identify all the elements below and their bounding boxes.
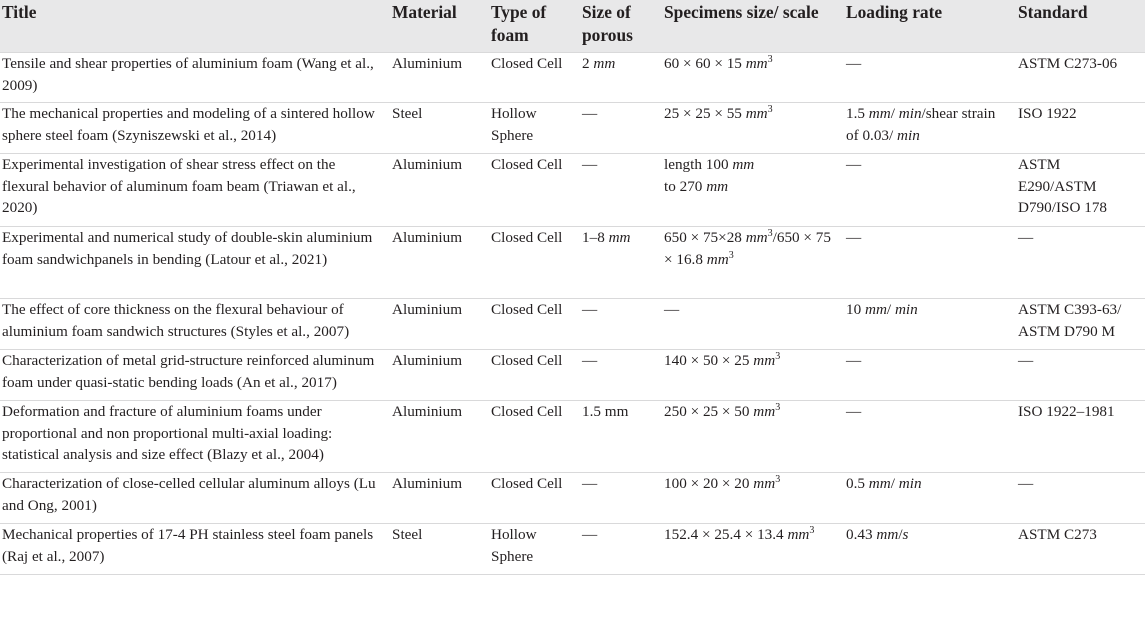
cell-material: Aluminium bbox=[388, 473, 487, 524]
rate-unit: min bbox=[898, 475, 922, 492]
cell-spec bbox=[660, 103, 842, 154]
cell-rate: — bbox=[842, 401, 1014, 473]
table-row bbox=[0, 154, 1145, 227]
spec-text: length 100 bbox=[664, 156, 733, 173]
cell-type: Closed Cell bbox=[487, 401, 578, 473]
cell-material: Steel bbox=[388, 103, 487, 154]
header-material: Material bbox=[392, 2, 457, 22]
cell-type: Closed Cell bbox=[487, 227, 578, 299]
cell-material: Aluminium bbox=[388, 299, 487, 350]
cell-title: Characterization of close-celled cellular aluminum alloys (Lu and Ong, 2001) bbox=[0, 473, 388, 524]
cell-rate: — bbox=[842, 227, 1014, 299]
cell-type: Closed Cell bbox=[487, 473, 578, 524]
header-type-of-foam: Type of foam bbox=[491, 2, 547, 45]
header-specimens-size: Specimens size/ scale bbox=[664, 2, 819, 22]
cell-pore: — bbox=[578, 103, 660, 154]
spec-unit: mm bbox=[753, 403, 776, 420]
cell-spec bbox=[660, 473, 842, 524]
spec-text: 100 × 20 × 20 bbox=[664, 475, 754, 492]
cell-title: Tensile and shear properties of aluminium foam (Wang et al., 2009) bbox=[0, 53, 388, 103]
cell-spec bbox=[660, 401, 842, 473]
spec-unit: mm bbox=[753, 475, 776, 492]
cell-standard: — bbox=[1014, 350, 1145, 401]
rate-unit: min bbox=[894, 301, 918, 318]
spec-unit: mm bbox=[745, 55, 768, 72]
table-row bbox=[0, 350, 1145, 401]
rate-unit: mm bbox=[868, 105, 891, 122]
cell-title: The mechanical properties and modeling of a sintered hollow sphere steel foam (Szyniszewski et al., 2014) bbox=[0, 103, 388, 154]
cell-standard: ASTM C273 bbox=[1014, 524, 1145, 575]
cell-material: Aluminium bbox=[388, 227, 487, 299]
spec-text: to 270 bbox=[664, 177, 707, 195]
spec-text: 60 × 60 × 15 bbox=[664, 55, 746, 72]
cell-spec bbox=[660, 227, 842, 299]
spec-unit: mm bbox=[745, 105, 768, 122]
rate-sep: / bbox=[890, 105, 899, 122]
table-row bbox=[0, 473, 1145, 524]
cell-type: Closed Cell bbox=[487, 53, 578, 103]
cell-rate: — bbox=[842, 154, 1014, 227]
cell-rate: — bbox=[842, 53, 1014, 103]
cell-material: Aluminium bbox=[388, 154, 487, 227]
spec-unit: mm bbox=[753, 352, 776, 369]
spec-unit: mm bbox=[706, 177, 729, 195]
header-loading-rate: Loading rate bbox=[846, 2, 943, 22]
cell-spec bbox=[660, 524, 842, 575]
cell-material: Aluminium bbox=[388, 350, 487, 401]
cell-standard: ASTM E290/ASTM D790/ISO 178 bbox=[1014, 154, 1145, 227]
cell-title: Experimental and numerical study of double-skin aluminium foam sandwichpanels in bending (Latour et al., 2021) bbox=[0, 227, 388, 299]
cell-title: Mechanical properties of 17-4 PH stainless steel foam panels (Raj et al., 2007) bbox=[0, 524, 388, 575]
rate-unit: mm bbox=[876, 526, 899, 543]
cell-standard: — bbox=[1014, 473, 1145, 524]
cell-pore: — bbox=[578, 154, 660, 227]
table-row bbox=[0, 53, 1145, 103]
cell-spec bbox=[660, 350, 842, 401]
table-header-row bbox=[0, 0, 1145, 53]
spec-text: 650 × 75×28 bbox=[664, 229, 746, 246]
table-row bbox=[0, 299, 1145, 350]
spec-text: 140 × 50 × 25 bbox=[664, 352, 754, 369]
cell-spec bbox=[660, 53, 842, 103]
cell-rate bbox=[842, 299, 1014, 350]
spec-text: 152.4 × 25.4 × 13.4 bbox=[664, 526, 788, 543]
table-row bbox=[0, 524, 1145, 575]
spec-exp: 3 bbox=[775, 473, 781, 485]
header-standard: Standard bbox=[1018, 2, 1088, 22]
spec-unit: mm bbox=[745, 229, 768, 246]
rate-sep: / bbox=[890, 475, 899, 492]
rate-value: 10 bbox=[846, 301, 865, 318]
rate-value: 0.43 bbox=[846, 526, 877, 543]
rate-unit: mm bbox=[868, 475, 891, 492]
spec-exp: 3 bbox=[728, 249, 734, 261]
spec-exp: 3 bbox=[809, 524, 815, 536]
rate-unit: mm bbox=[864, 301, 887, 318]
cell-standard: ISO 1922 bbox=[1014, 103, 1145, 154]
rate-sep: / bbox=[886, 301, 895, 318]
cell-title: Characterization of metal grid-structure reinforced aluminum foam under quasi-static bending loads (An et al., 2017) bbox=[0, 350, 388, 401]
cell-standard: — bbox=[1014, 227, 1145, 299]
pore-value: 2 bbox=[582, 55, 594, 72]
rate-rest: /shear strain of 0.03/ bbox=[846, 105, 996, 144]
cell-pore: — bbox=[578, 350, 660, 401]
cell-spec bbox=[660, 154, 842, 227]
spec-text: /650 × 75 × 16.8 bbox=[664, 229, 831, 268]
cell-type: Hollow Sphere bbox=[487, 103, 578, 154]
spec-text: 250 × 25 × 50 bbox=[664, 403, 754, 420]
cell-pore: — bbox=[578, 299, 660, 350]
spec-unit: mm bbox=[787, 526, 810, 543]
spec-unit: mm bbox=[732, 156, 755, 173]
cell-material: Aluminium bbox=[388, 53, 487, 103]
table-row bbox=[0, 401, 1145, 473]
cell-rate bbox=[842, 103, 1014, 154]
rate-value: 1.5 bbox=[846, 105, 869, 122]
cell-type: Closed Cell bbox=[487, 350, 578, 401]
cell-pore: — bbox=[578, 473, 660, 524]
cell-pore bbox=[578, 53, 660, 103]
cell-rate: — bbox=[842, 350, 1014, 401]
spec-exp: 3 bbox=[775, 401, 781, 413]
spec-exp: 3 bbox=[767, 103, 773, 115]
rate-unit: s bbox=[902, 526, 909, 543]
rate-unit: min bbox=[898, 105, 922, 122]
cell-type: Closed Cell bbox=[487, 154, 578, 227]
spec-exp: 3 bbox=[767, 53, 773, 65]
cell-pore: — bbox=[578, 524, 660, 575]
cell-standard: ASTM C273-06 bbox=[1014, 53, 1145, 103]
cell-material: Aluminium bbox=[388, 401, 487, 473]
pore-value: 1–8 bbox=[582, 229, 609, 246]
table-row bbox=[0, 227, 1145, 299]
pore-unit: mm bbox=[593, 55, 616, 72]
rate-sep: / bbox=[898, 526, 903, 543]
spec-unit: mm bbox=[706, 250, 729, 268]
cell-type: Closed Cell bbox=[487, 299, 578, 350]
cell-spec: — bbox=[660, 299, 842, 350]
rate-unit: min bbox=[897, 126, 920, 144]
spec-text: 25 × 25 × 55 bbox=[664, 105, 746, 122]
cell-standard: ISO 1922–1981 bbox=[1014, 401, 1145, 473]
cell-pore: 1.5 mm bbox=[578, 401, 660, 473]
cell-pore bbox=[578, 227, 660, 299]
cell-rate bbox=[842, 473, 1014, 524]
rate-value: 0.5 bbox=[846, 475, 869, 492]
cell-material: Steel bbox=[388, 524, 487, 575]
cell-type: Hollow Sphere bbox=[487, 524, 578, 575]
spec-exp: 3 bbox=[767, 227, 773, 239]
pore-unit: mm bbox=[608, 229, 631, 246]
header-title: Title bbox=[2, 2, 37, 22]
table-row bbox=[0, 103, 1145, 154]
header-size-of-porous: Size of porous bbox=[582, 2, 633, 45]
cell-title: Deformation and fracture of aluminium foams under proportional and non proportional multi-axial loading: statistical analysis and size effect (Blazy et al., 2004) bbox=[0, 401, 388, 473]
cell-rate bbox=[842, 524, 1014, 575]
cell-title: Experimental investigation of shear stress effect on the flexural behavior of aluminum foam beam (Triawan et al., 2020) bbox=[0, 154, 388, 227]
spec-exp: 3 bbox=[775, 350, 781, 362]
cell-title: The effect of core thickness on the flexural behaviour of aluminium foam sandwich structures (Styles et al., 2007) bbox=[0, 299, 388, 350]
cell-standard: ASTM C393-63/ ASTM D790 M bbox=[1014, 299, 1145, 350]
